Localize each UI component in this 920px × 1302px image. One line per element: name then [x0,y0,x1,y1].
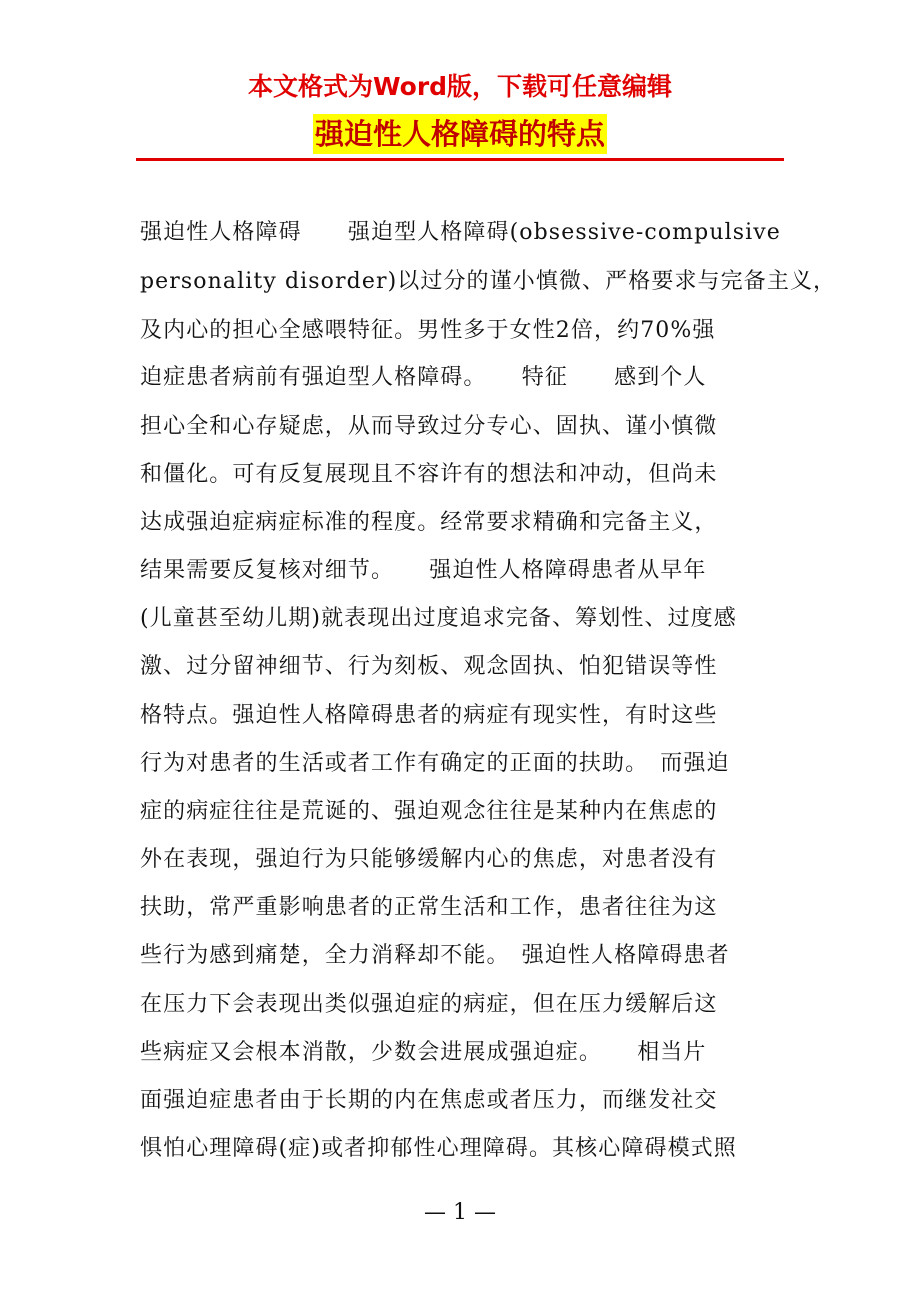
title-container [0,114,920,154]
body-line: 结果需要反复核对细节。 强迫性人格障碍患者从早年 [140,558,707,583]
page-number: — 1 — [424,1200,496,1225]
body-line: 强迫性人格障碍 强迫型人格障碍(obsessive-compulsive [140,220,781,245]
body-line: 和僵化。可有反复展现且不容许有的想法和冲动，但尚未 [140,462,718,487]
body-line: 扶助，常严重影响患者的正常生活和工作，患者往往为这 [140,895,718,920]
body-line: 激、过分留神细节、行为刻板、观念固执、怕犯错误等性 [140,654,718,679]
body-line: 外在表现，强迫行为只能够缓解内心的焦虑，对患者没有 [140,847,718,872]
body-line: (儿童甚至幼儿期)就表现出过度追求完备、筹划性、过度感 [140,606,737,631]
body-line: 达成强迫症病症标准的程度。经常要求精确和完备主义， [140,510,718,535]
body-line: 在压力下会表现出类似强迫症的病症，但在压力缓解后这 [140,992,718,1017]
body-line: 迫症患者病前有强迫型人格障碍。 特征 感到个人 [140,365,707,390]
body-line: personality disorder)以过分的谨小慎微、严格要求与完备主义， [140,269,837,294]
title-divider [136,158,784,161]
body-line: 惧怕心理障碍(症)或者抑郁性心理障碍。其核心障碍模式照 [140,1136,737,1161]
body-line: 担心全和心存疑虑，从而导致过分专心、固执、谨小慎微 [140,414,718,439]
format-notice: 本文格式为Word版，下载可任意编辑 [247,72,673,101]
body-line: 行为对患者的生活或者工作有确定的正面的扶助。 而强迫 [140,751,730,776]
body-line: 及内心的担心全感喂特征。男性多于女性2倍，约70%强 [140,318,716,343]
body-line: 面强迫症患者由于长期的内在焦虑或者压力，而继发社交 [140,1088,718,1113]
body-line: 些行为感到痛楚，全力消释却不能。 强迫性人格障碍患者 [140,943,730,968]
document-title: 强迫性人格障碍的特点 [313,114,607,154]
body-line: 症的病症往往是荒诞的、强迫观念往往是某种内在焦虑的 [140,799,718,824]
body-line: 些病症又会根本消散，少数会进展成强迫症。 相当片 [140,1040,707,1065]
body-line: 格特点。强迫性人格障碍患者的病症有现实性，有时这些 [140,703,718,728]
